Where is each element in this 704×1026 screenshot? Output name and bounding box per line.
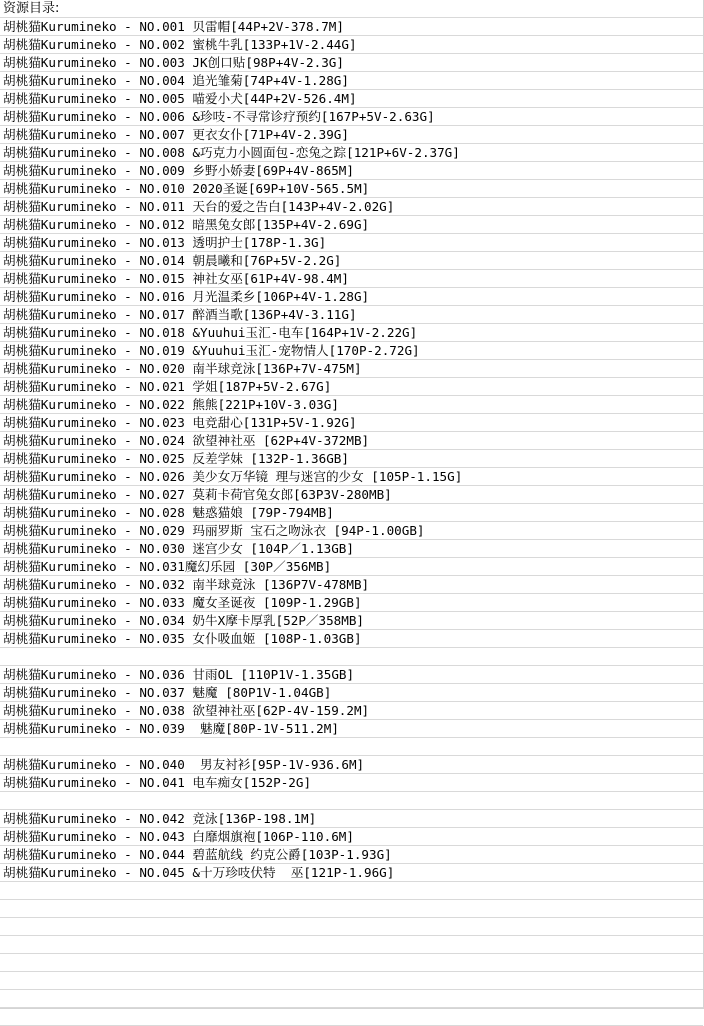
empty-row[interactable]	[0, 648, 703, 666]
catalog-row[interactable]: 胡桃猫Kurumineko - NO.024 欲望神社巫 [62P+4V-372MB]	[0, 432, 703, 450]
catalog-row[interactable]: 胡桃猫Kurumineko - NO.045 &十万珍吱伏特 巫[121P-1.96G]	[0, 864, 703, 882]
catalog-row[interactable]: 胡桃猫Kurumineko - NO.004 追光雏菊[74P+4V-1.28G]	[0, 72, 703, 90]
catalog-row[interactable]: 胡桃猫Kurumineko - NO.032 南半球竟泳 [136P7V-478MB]	[0, 576, 703, 594]
empty-row[interactable]	[0, 954, 703, 972]
catalog-row[interactable]: 胡桃猫Kurumineko - NO.040 男友衬衫[95P-1V-936.6M]	[0, 756, 703, 774]
catalog-heading[interactable]: 资源目录:	[0, 0, 703, 18]
catalog-row[interactable]: 胡桃猫Kurumineko - NO.018 &Yuuhui玉汇-电车[164P+1V-2.22G]	[0, 324, 703, 342]
catalog-row[interactable]: 胡桃猫Kurumineko - NO.010 2020圣诞[69P+10V-565.5M]	[0, 180, 703, 198]
catalog-row[interactable]: 胡桃猫Kurumineko - NO.019 &Yuuhui玉汇-宠物情人[170P-2.72G]	[0, 342, 703, 360]
empty-row[interactable]	[0, 1008, 703, 1026]
catalog-row[interactable]: 胡桃猫Kurumineko - NO.027 莫莉卡荷官兔女郎[63P3V-280MB]	[0, 486, 703, 504]
empty-row[interactable]	[0, 792, 703, 810]
catalog-row[interactable]: 胡桃猫Kurumineko - NO.001 贝雷帽[44P+2V-378.7M]	[0, 18, 703, 36]
catalog-row[interactable]: 胡桃猫Kurumineko - NO.029 玛丽罗斯 宝石之吻泳衣 [94P-1.00GB]	[0, 522, 703, 540]
catalog-row[interactable]: 胡桃猫Kurumineko - NO.008 &巧克力小圆面包-恋兔之踪[121P+6V-2.37G]	[0, 144, 703, 162]
empty-row[interactable]	[0, 990, 703, 1008]
catalog-row[interactable]: 胡桃猫Kurumineko - NO.035 女仆吸血姬 [108P-1.03GB]	[0, 630, 703, 648]
empty-row[interactable]	[0, 972, 703, 990]
catalog-row[interactable]: 胡桃猫Kurumineko - NO.009 乡野小娇妻[69P+4V-865M]	[0, 162, 703, 180]
catalog-row[interactable]: 胡桃猫Kurumineko - NO.014 朝晨曦和[76P+5V-2.2G]	[0, 252, 703, 270]
catalog-row[interactable]: 胡桃猫Kurumineko - NO.021 学姐[187P+5V-2.67G]	[0, 378, 703, 396]
catalog-row[interactable]: 胡桃猫Kurumineko - NO.041 电车痴女[152P-2G]	[0, 774, 703, 792]
catalog-row[interactable]: 胡桃猫Kurumineko - NO.025 反差学妹 [132P-1.36GB]	[0, 450, 703, 468]
catalog-row[interactable]: 胡桃猫Kurumineko - NO.020 南半球竞泳[136P+7V-475M]	[0, 360, 703, 378]
catalog-row[interactable]: 胡桃猫Kurumineko - NO.003 JK创口贴[98P+4V-2.3G]	[0, 54, 703, 72]
catalog-row[interactable]: 胡桃猫Kurumineko - NO.013 透明护士[178P-1.3G]	[0, 234, 703, 252]
catalog-row[interactable]: 胡桃猫Kurumineko - NO.005 喵爱小犬[44P+2V-526.4M]	[0, 90, 703, 108]
catalog-row[interactable]: 胡桃猫Kurumineko - NO.038 欲望神社巫[62P-4V-159.2M]	[0, 702, 703, 720]
catalog-row[interactable]: 胡桃猫Kurumineko - NO.031魔幻乐园 [30P／356MB]	[0, 558, 703, 576]
catalog-row[interactable]: 胡桃猫Kurumineko - NO.039 魅魔[80P-1V-511.2M]	[0, 720, 703, 738]
empty-row[interactable]	[0, 918, 703, 936]
catalog-row[interactable]: 胡桃猫Kurumineko - NO.022 熊熊[221P+10V-3.03G]	[0, 396, 703, 414]
catalog-row[interactable]: 胡桃猫Kurumineko - NO.007 更衣女仆[71P+4V-2.39G]	[0, 126, 703, 144]
catalog-row[interactable]: 胡桃猫Kurumineko - NO.016 月光温柔乡[106P+4V-1.28G]	[0, 288, 703, 306]
catalog-row[interactable]: 胡桃猫Kurumineko - NO.044 碧蓝航线 约克公爵[103P-1.93G]	[0, 846, 703, 864]
catalog-row[interactable]: 胡桃猫Kurumineko - NO.026 美少女万华镜 理与迷宫的少女 [105P-1.15G]	[0, 468, 703, 486]
catalog-row[interactable]: 胡桃猫Kurumineko - NO.006 &珍吱-不寻常诊疗预约[167P+5V-2.63G]	[0, 108, 703, 126]
catalog-row[interactable]: 胡桃猫Kurumineko - NO.030 迷宫少女 [104P／1.13GB]	[0, 540, 703, 558]
catalog-row[interactable]: 胡桃猫Kurumineko - NO.023 电竞甜心[131P+5V-1.92G]	[0, 414, 703, 432]
catalog-row[interactable]: 胡桃猫Kurumineko - NO.036 甘雨OL [110P1V-1.35GB]	[0, 666, 703, 684]
catalog-row[interactable]: 胡桃猫Kurumineko - NO.037 魅魔 [80P1V-1.04GB]	[0, 684, 703, 702]
empty-row[interactable]	[0, 738, 703, 756]
catalog-row[interactable]: 胡桃猫Kurumineko - NO.043 白靡烟旗袍[106P-110.6M]	[0, 828, 703, 846]
empty-row[interactable]	[0, 900, 703, 918]
catalog-row[interactable]: 胡桃猫Kurumineko - NO.012 暗黑兔女郎[135P+4V-2.69G]	[0, 216, 703, 234]
empty-row[interactable]	[0, 936, 703, 954]
catalog-row[interactable]: 胡桃猫Kurumineko - NO.042 竞泳[136P-198.1M]	[0, 810, 703, 828]
catalog-row[interactable]: 胡桃猫Kurumineko - NO.011 天台的爱之告白[143P+4V-2.02G]	[0, 198, 703, 216]
catalog-row[interactable]: 胡桃猫Kurumineko - NO.017 醉酒当歌[136P+4V-3.11G]	[0, 306, 703, 324]
empty-row[interactable]	[0, 882, 703, 900]
catalog-row[interactable]: 胡桃猫Kurumineko - NO.015 神社女巫[61P+4V-98.4M]	[0, 270, 703, 288]
catalog-row[interactable]: 胡桃猫Kurumineko - NO.033 魔女圣诞夜 [109P-1.29GB]	[0, 594, 703, 612]
catalog-row[interactable]: 胡桃猫Kurumineko - NO.034 奶牛X摩卡厚乳[52P／358MB]	[0, 612, 703, 630]
catalog-row[interactable]: 胡桃猫Kurumineko - NO.002 蜜桃牛乳[133P+1V-2.44G]	[0, 36, 703, 54]
catalog-rows	[0, 18, 703, 1026]
catalog-row[interactable]: 胡桃猫Kurumineko - NO.028 魅惑猫娘 [79P-794MB]	[0, 504, 703, 522]
